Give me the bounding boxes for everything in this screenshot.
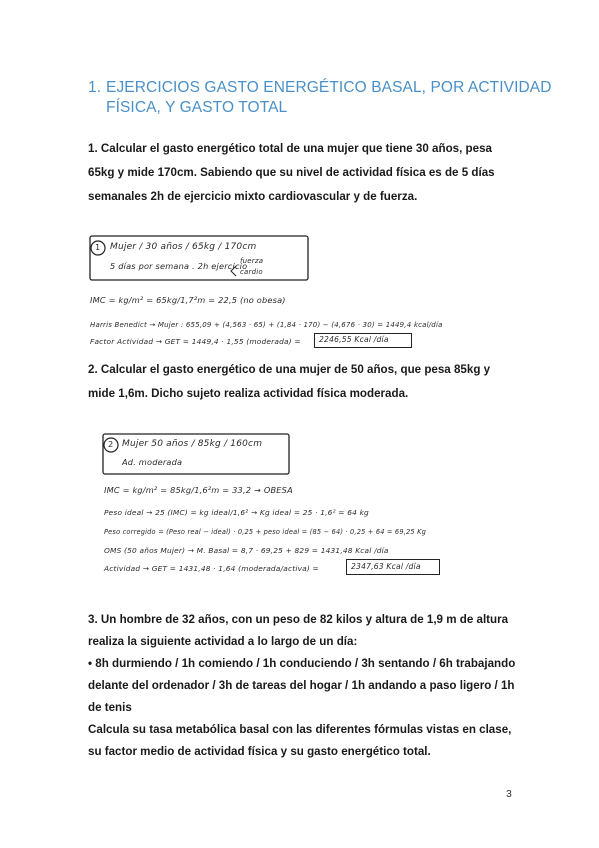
notes-2-line2: Ad. moderada xyxy=(122,457,183,467)
page-number: 3 xyxy=(506,788,512,800)
notes-1-result: 2246,55 Kcal /día xyxy=(319,335,389,344)
notes-2-corregido: Peso corregido = (Peso real − ideal) · 0,25 + peso ideal = (85 − 64) · 0,25 + 64 = 69,25 Kg xyxy=(104,528,427,536)
notes-1-tag: 1 xyxy=(95,242,101,252)
exercise-3-block xyxy=(88,609,528,763)
notes-2-result: 2347,63 Kcal /día xyxy=(351,562,421,571)
notes-2-imc: IMC = kg/m² = 85kg/1,6²m = 33,2 → OBESA xyxy=(104,485,293,495)
notes-1-line2: 5 días por semana . 2h ejercicio xyxy=(110,261,248,271)
section-heading xyxy=(88,78,558,118)
notes-2-actividad: Actividad → GET = 1431,48 · 1,64 (moderada/activa) = xyxy=(104,564,319,573)
heading-text: EJERCICIOS GASTO ENERGÉTICO BASAL, POR ACTIVIDAD FÍSICA, Y GASTO TOTAL xyxy=(106,79,552,116)
notes-1-line1: Mujer / 30 años / 65kg / 170cm xyxy=(110,242,257,252)
notes-2-ideal: Peso ideal → 25 (IMC) = kg ideal/1,6² → Kg ideal = 25 · 1,6² = 64 kg xyxy=(104,508,369,517)
exercise-2-text: 2. Calcular el gasto energético de una mujer de 50 años, que pesa 85kg y mide 1,6m. Dicho sujeto realiza actividad física moderada. xyxy=(88,363,491,400)
notes-1-harris: Harris Benedict → Mujer : 655,09 + (4,563 · 65) + (1,84 · 170) − (4,676 · 30) = 1449,4 kcal/día xyxy=(90,321,443,329)
exercise-3-bullet: • 8h durmiendo / 1h comiendo / 1h conduciendo / 3h sentando / 6h trabajando delante del ordenador / 3h de tareas del hogar / 1h andando a paso ligero / 1h de tenis xyxy=(88,657,516,714)
notes-1-factor: Factor Actividad → GET = 1449,4 · 1,55 (moderada) = xyxy=(90,337,301,346)
handwritten-notes-2 xyxy=(100,430,492,585)
exercise-3-task: Calcula su tasa metabólica basal con las diferentes fórmulas vistas en clase, su factor medio de actividad física y su gasto energético total. xyxy=(88,723,512,758)
exercise-3-intro: 3. Un hombre de 32 años, con un peso de 82 kilos y altura de 1,9 m de altura realiza la siguiente actividad a lo largo de un día: xyxy=(88,613,509,648)
notes-1-imc: IMC = kg/m² = 65kg/1,7²m = 22,5 (no obesa) xyxy=(90,295,286,305)
heading-number: 1. xyxy=(88,79,102,96)
notes-2-oms: OMS (50 años Mujer) → M. Basal = 8,7 · 69,25 + 829 = 1431,48 Kcal /día xyxy=(104,546,389,555)
notes-1-brace-top: fuerza xyxy=(240,257,264,265)
exercise-1-text: 1. Calcular el gasto energético total de una mujer que tiene 30 años, pesa 65kg y mide 170cm. Sabiendo que su nivel de actividad física es de 5 días semanales 2h de ejercicio mixto cardiovascular y de fuerza. xyxy=(88,142,495,203)
handwritten-notes-1 xyxy=(86,232,514,356)
notes-2-line1: Mujer 50 años / 85kg / 160cm xyxy=(122,439,263,449)
notes-1-brace-bottom: cardio xyxy=(240,268,263,276)
notes-2-tag: 2 xyxy=(108,439,114,449)
